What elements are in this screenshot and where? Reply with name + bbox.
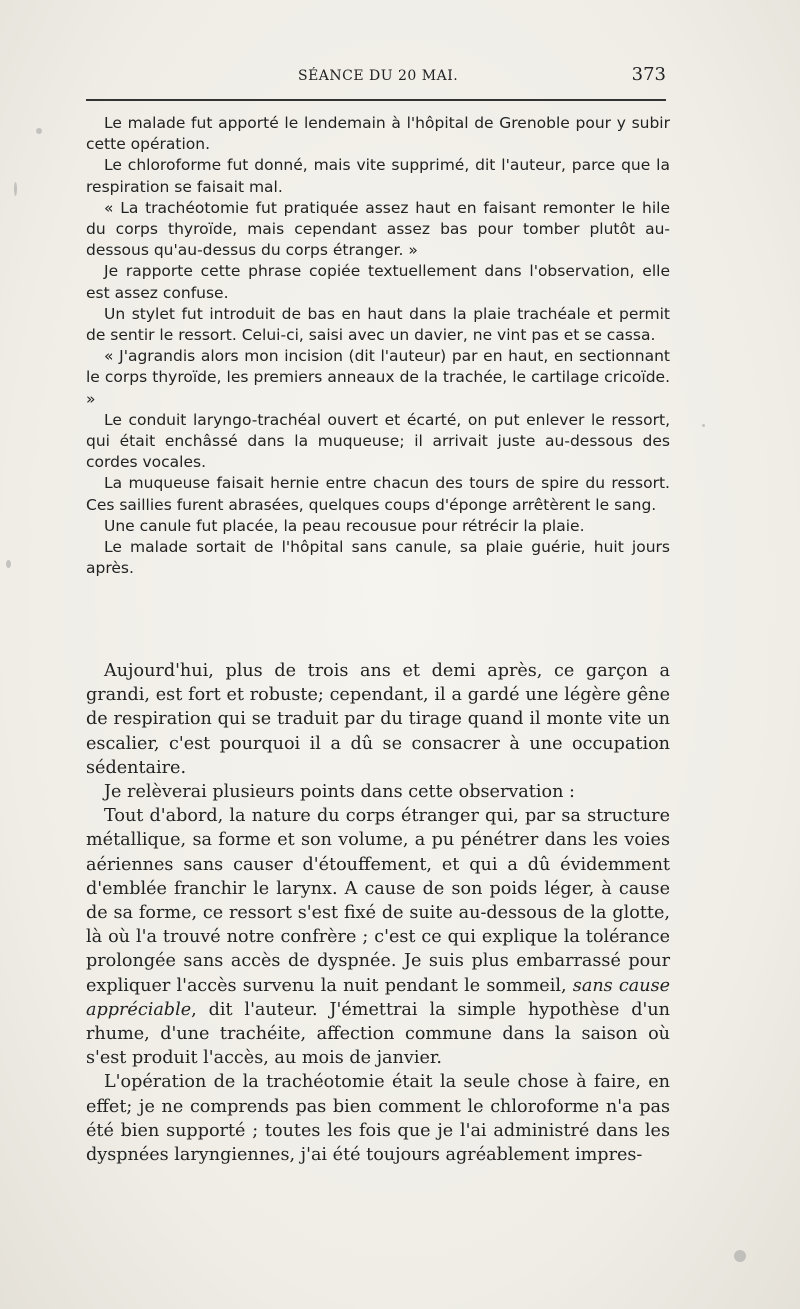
- paragraph-with-italic: [86, 804, 670, 1070]
- italic-quote: sans cause appréciable: [86, 975, 671, 1020]
- paragraph: L'opération de la trachéotomie était la seule chose à faire, en effet; je ne comprends pas bien comment le chloroforme n'a pas été bien supporté ; toutes les fois que je l'ai administré dans les dyspnées laryngiennes, j'ai été toujours agréablement impres-: [86, 1072, 670, 1166]
- paragraph: Une canule fut placée, la peau recousue pour rétrécir la plaie.: [104, 516, 585, 535]
- paragraph: « J'agrandis alors mon incision (dit l'auteur) par en haut, en sectionnant le corps thyroïde, les premiers anneaux de la trachée, le cartilage cricoïde. »: [86, 347, 670, 408]
- commentary-block: [86, 659, 670, 1167]
- paragraph: Je relèverai plusieurs points dans cette observation :: [104, 782, 575, 803]
- paragraph: Je rapporte cette phrase copiée textuellement dans l'observation, elle est assez confuse.: [86, 262, 670, 302]
- quoted-observation-block: [86, 113, 670, 579]
- paragraph: Le malade sortait de l'hôpital sans canule, sa plaie guérie, huit jours après.: [86, 538, 670, 578]
- paragraph: La muqueuse faisait hernie entre chacun des tours de spire du ressort. Ces saillies furent abrasées, quelques coups d'éponge arrêtèrent le sang.: [86, 474, 670, 514]
- paragraph: Le conduit laryngo-trachéal ouvert et écarté, on put enlever le ressort, qui était enchâssé dans la muqueuse; il arrivait juste au-dessous des cordes vocales.: [86, 410, 670, 472]
- paragraph: Le malade fut apporté le lendemain à l'hôpital de Grenoble pour y subir cette opération.: [86, 114, 670, 154]
- paper-speck: [14, 182, 17, 196]
- running-title: SÉANCE DU 20 MAI.: [298, 68, 459, 84]
- header-rule: [86, 99, 666, 101]
- text-run: Tout d'abord, la nature du corps étranger qui, par sa structure métallique, sa forme et son volume, a pu pénétrer dans les voies aériennes sans causer d'étouffement, et qui a dû évidemment d'emblée franchir le larynx. A cause de son poids léger, à cause de sa forme, ce ressort s'est fixé de suite au-dessous de la glotte, là où l'a trouvé notre confrère ; c'est ce qui explique la tolérance prolongée sans accès de dyspnée. Je suis plus embarrassé pour expliquer l'accès survenu la nuit pendant le sommeil,: [86, 806, 670, 996]
- page-header: [86, 62, 666, 92]
- paper-speck: [734, 1250, 746, 1262]
- paper-speck: [36, 128, 42, 134]
- paragraph: Aujourd'hui, plus de trois ans et demi après, ce garçon a grandi, est fort et robuste; cependant, il a gardé une légère gêne de respiration qui se traduit par du tirage quand il monte vite un escalier, c'est pourquoi il a dû se consacrer à une occupation sédentaire.: [86, 661, 670, 778]
- text-run: , dit l'auteur. J'émettrai la simple hypothèse d'un rhume, d'une trachéite, affection commune dans la saison où s'est produit l'accès, au mois de janvier.: [86, 999, 670, 1069]
- paragraph: « La trachéotomie fut pratiquée assez haut en faisant remonter le hile du corps thyroïde, mais cependant assez bas pour tomber plutôt au-dessous qu'au-dessus du corps étranger. »: [86, 198, 670, 260]
- paper-speck: [702, 424, 705, 427]
- page-number: 373: [631, 64, 666, 85]
- paragraph: Un stylet fut introduit de bas en haut dans la plaie trachéale et permit de sentir le ressort. Celui-ci, saisi avec un davier, ne vint pas et se cassa.: [86, 304, 670, 345]
- paper-speck: [6, 560, 11, 568]
- paragraph: Le chloroforme fut donné, mais vite supprimé, dit l'auteur, parce que la respiration se faisait mal.: [86, 156, 670, 196]
